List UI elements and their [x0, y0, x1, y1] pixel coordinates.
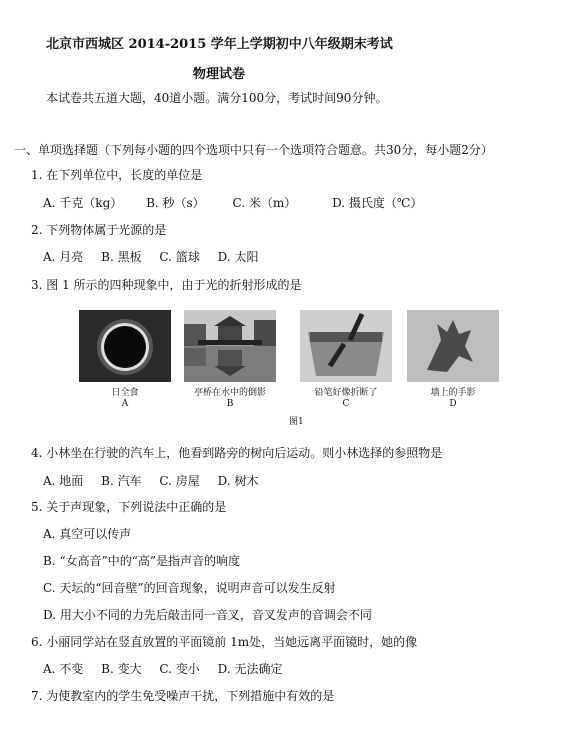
option-a: A. 不变 [43, 662, 84, 676]
option-d: D. 树木 [217, 474, 259, 488]
caption-b: 亭桥在水中的倒影 B [193, 388, 266, 409]
question-7-stem: 7. 为使教室内的学生免受噪声干扰，下列措施中有效的是 [31, 689, 335, 703]
option-c: C. 变小 [159, 662, 200, 676]
option-a: A. 地面 [43, 474, 84, 488]
caption-c: 铅笔好像折断了 C [314, 388, 378, 409]
question-1-options [43, 195, 442, 211]
question-5-option-d: D. 用大小不同的力先后敲击同一音叉，音叉发声的音调会不同 [43, 608, 372, 622]
question-5-option-c: C. 天坛的“回音壁”的回音现象，说明声音可以发生反射 [43, 581, 336, 595]
question-5-stem: 5. 关于声现象，下列说法中正确的是 [31, 500, 227, 514]
question-1-stem: 1. 在下列单位中，长度的单位是 [31, 168, 203, 182]
question-4-stem: 4. 小林坐在行驶的汽车上，他看到路旁的树向后运动。则小林选择的参照物是 [31, 446, 443, 460]
question-5-option-b: B. “女高音”中的“高”是指声音的响度 [43, 554, 240, 568]
option-b: B. 黑板 [101, 250, 142, 264]
exam-subtitle: 物理试卷 [193, 67, 246, 82]
option-c: C. 米（m） [232, 196, 297, 210]
pencil-in-water-image [300, 310, 392, 382]
section-heading: 一、单项选择题（下列每小题的四个选项中只有一个选项符合题意。共30分，每小题2分） [14, 143, 493, 157]
question-6-stem: 6. 小丽同学站在竖直放置的平面镜前 1m处，当她远离平面镜时，她的像 [31, 635, 418, 649]
exam-title: 北京市西城区 2014-2015 学年上学期初中八年级期末考试 [46, 37, 393, 52]
option-d: D. 无法确定 [217, 662, 283, 676]
option-d: D. 太阳 [217, 250, 259, 264]
hand-shadow-image [407, 310, 499, 382]
question-4-options [43, 473, 278, 489]
question-3-stem: 3. 图 1 所示的四种现象中，由于光的折射形成的是 [31, 278, 302, 292]
pavilion-reflection-image [184, 310, 276, 382]
question-6-options [43, 661, 302, 677]
option-a: A. 千克（kg） [43, 196, 123, 210]
question-2-stem: 2. 下列物体属于光源的是 [31, 223, 167, 237]
caption-a: 日全食 A [111, 388, 139, 409]
figure-1 [79, 310, 499, 435]
exam-intro: 本试卷共五道大题，40道小题。满分100分，考试时间90分钟。 [46, 91, 388, 105]
question-2-options [43, 249, 278, 265]
question-5-option-a: A. 真空可以传声 [43, 527, 132, 541]
option-b: B. 汽车 [101, 474, 142, 488]
eclipse-image [79, 310, 171, 382]
option-b: B. 秒（s） [146, 196, 205, 210]
caption-d: 墙上的手影 D [430, 388, 476, 409]
option-b: B. 变大 [101, 662, 142, 676]
figure-label: 图1 [289, 417, 304, 427]
option-a: A. 月亮 [43, 250, 84, 264]
option-c: C. 房屋 [159, 474, 200, 488]
option-c: C. 篮球 [159, 250, 200, 264]
option-d: D. 摄氏度（℃） [332, 196, 423, 210]
